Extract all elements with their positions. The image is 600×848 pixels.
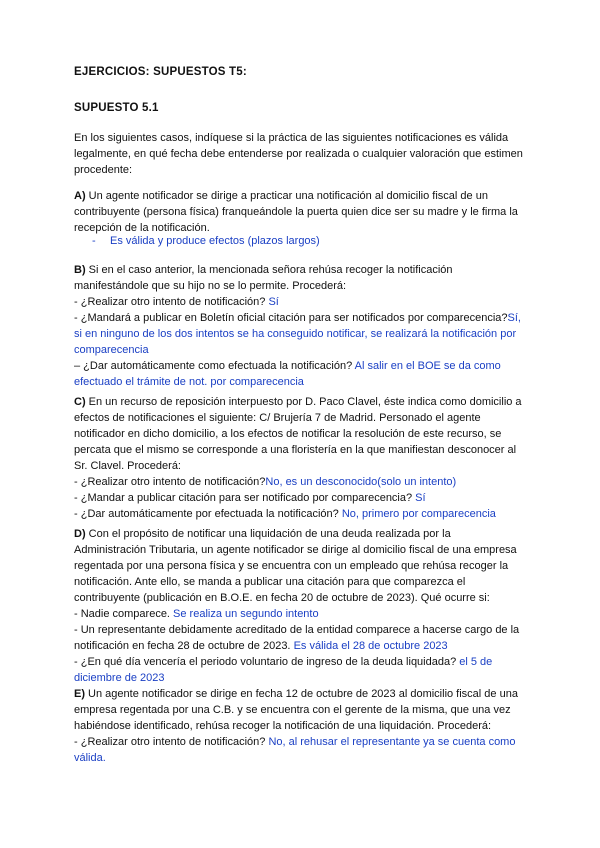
- page-title: EJERCICIOS: SUPUESTOS T5:: [74, 66, 247, 78]
- case-c-text: En un recurso de reposición interpuesto por D. Paco Clavel, éste indica como domicilio a: [85, 396, 522, 408]
- case-c-question: - ¿Mandar a publicar citación para ser notificado por comparecencia?: [74, 492, 416, 504]
- intro-line: En los siguientes casos, indíquese si la práctica de las siguientes notificaciones es válida: [74, 132, 509, 144]
- intro-line: procedente:: [74, 164, 133, 176]
- case-c-question: - ¿Realizar otro intento de notificación?: [74, 476, 266, 488]
- bullet-dash: -: [92, 235, 96, 247]
- case-d-answer: diciembre de 2023: [74, 672, 165, 684]
- section-title: SUPUESTO 5.1: [74, 102, 159, 114]
- case-e-answer: No, al rehusar el representante ya se cuenta como: [268, 736, 516, 748]
- case-c-question: - ¿Dar automáticamente por efectuada la notificación?: [74, 508, 342, 520]
- case-d: [74, 526, 530, 686]
- case-d-question: - Nadie comparece.: [74, 608, 174, 620]
- case-e-question: - ¿Realizar otro intento de notificación?: [74, 736, 269, 748]
- case-d-text: Administración Tributaria, un agente notificador se dirige al domicilio fiscal de una empresa: [74, 544, 517, 556]
- case-d-answer: Es válida el 28 de octubre 2023: [293, 640, 448, 652]
- case-c: [74, 394, 530, 522]
- case-b-label: B): [74, 264, 86, 276]
- case-b-question: - ¿Mandará a publicar en Boletín oficial citación para ser notificados por comparecencia?: [74, 312, 508, 324]
- intro-paragraph: [74, 130, 530, 178]
- case-e-text: empresa regentada por una C.B. y se encuentra con el gerente de la misma, que una vez: [74, 704, 511, 716]
- case-d-text: Con el propósito de notificar una liquidación de una deuda realizada por la: [85, 528, 451, 540]
- case-d-question: - Un representante debidamente acreditado de la entidad comparece a hacerse cargo de la: [74, 624, 520, 636]
- case-a-answer: Es válida y produce efectos (plazos largos): [110, 235, 320, 247]
- case-d-text: regentada por una persona física y se encuentra con un empleado que rehúsa recoger la: [74, 560, 509, 572]
- case-a-label: A): [74, 190, 86, 202]
- case-b-question: - ¿Realizar otro intento de notificación?: [74, 296, 269, 308]
- case-b-answer: si en ninguno de los dos intentos se ha conseguido notificar, se realizará la notificación por: [74, 328, 517, 340]
- case-c-answer: No, primero por comparecencia: [341, 508, 496, 520]
- case-d-question: notificación en fecha 28 de octubre de 2023.: [74, 640, 294, 652]
- case-a-text: contribuyente (persona física) franqueándole la puerta quien dice ser su madre y le firma la: [74, 206, 518, 218]
- case-e-answer: válida.: [74, 752, 106, 764]
- case-b: [74, 262, 530, 390]
- case-b-answer: Sí: [268, 296, 279, 308]
- case-d-answer: Se realiza un segundo intento: [173, 608, 319, 620]
- case-b-question: – ¿Dar automáticamente como efectuada la notificación?: [74, 360, 355, 372]
- case-b-text: manifestándole que su hijo no se lo permite. Procederá:: [74, 280, 347, 292]
- case-d-answer: el 5 de: [459, 656, 493, 668]
- case-c-text: efectos de notificaciones el siguiente: C/ Brujería 7 de Madrid. Personado el agente: [74, 412, 481, 424]
- case-d-text: notificación. Ante ello, se manda a publicar una citación para que comparezca el: [74, 576, 466, 588]
- case-c-text: notificador en dicho domicilio, a los efectos de notificar la resolución de este recurso, se: [74, 428, 502, 440]
- case-a-text: Un agente notificador se dirige a practicar una notificación al domicilio fiscal de un: [85, 190, 488, 202]
- case-c-text: percata que el mismo se corresponde a una floristería en la que manifiestan desconocer al: [74, 444, 517, 456]
- case-d-question: - ¿En qué día vencería el periodo voluntario de ingreso de la deuda liquidada?: [74, 656, 460, 668]
- case-a-text: recepción de la notificación.: [74, 222, 210, 234]
- case-c-answer: Sí: [415, 492, 426, 504]
- case-b-text: Si en el caso anterior, la mencionada señora rehúsa recoger la notificación: [85, 264, 453, 276]
- case-e-label: E): [74, 688, 85, 700]
- case-e-text: Un agente notificador se dirige en fecha 12 de octubre de 2023 al domicilio fiscal de una: [85, 688, 518, 700]
- case-a: [74, 188, 530, 236]
- intro-line: legalmente, en qué fecha debe entenderse por realizada o cualquier valoración que estimen: [74, 148, 523, 160]
- case-c-answer: No, es un desconocido(solo un intento): [265, 476, 457, 488]
- case-a-answer-item: [92, 233, 512, 249]
- case-b-answer: comparecencia: [74, 344, 149, 356]
- case-b-answer: efectuado el trámite de not. por comparecencia: [74, 376, 304, 388]
- case-d-text: contribuyente (publicación en B.O.E. en fecha 20 de octubre de 2023). Qué ocurre si:: [74, 592, 490, 604]
- case-b-answer: Sí,: [507, 312, 521, 324]
- case-e: [74, 686, 530, 766]
- case-e-text: habiéndose identificado, rehúsa recoger la notificación de una liquidación. Procederá:: [74, 720, 492, 732]
- case-c-text: Sr. Clavel. Procederá:: [74, 460, 181, 472]
- case-d-label: D): [74, 528, 86, 540]
- case-c-label: C): [74, 396, 86, 408]
- case-b-answer: Al salir en el BOE se da como: [354, 360, 501, 372]
